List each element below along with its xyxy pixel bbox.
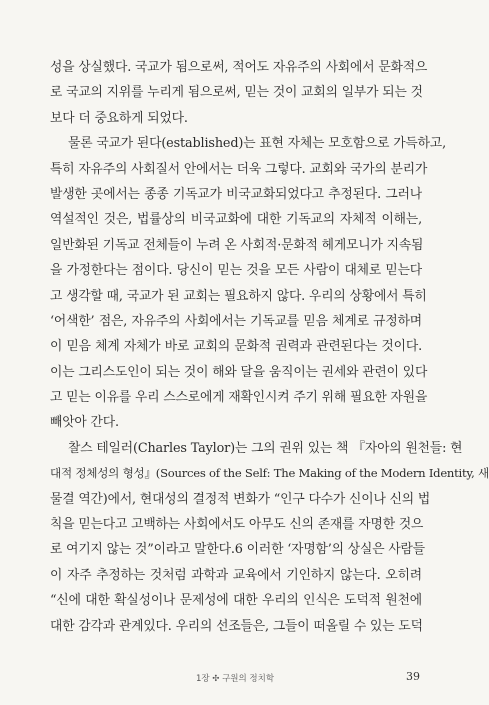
- text-line: 고 생각할 때, 국교가 된 교회는 필요하지 않다. 우리의 상황에서 특히: [50, 288, 427, 304]
- body-text: [50, 55, 489, 639]
- page-number: 39: [406, 670, 420, 683]
- text-line: 대한 감각과 관계있다. 우리의 선조들은, 그들이 떠올릴 수 있는 도덕: [50, 618, 423, 634]
- text-line: 물론 국교가 된다(established)는 표현 자체는 모호함으로 가득하고,: [68, 136, 446, 152]
- text-line: ‘어색한’ 점은, 자유주의 사회에서는 기독교를 믿음 체계로 규정하며: [50, 313, 422, 329]
- text-line: “신에 대한 확실성이나 문제성에 대한 우리의 인식은 도덕적 원천에: [50, 593, 422, 609]
- text-line: 을 가정한다는 점이다. 당신이 믿는 것을 모든 사람이 대체로 믿는다: [50, 263, 422, 279]
- text-line: 고 믿는 이유를 우리 스스로에게 재확인시켜 주기 위해 필요한 자원을: [50, 390, 428, 406]
- page-footer: [0, 670, 470, 686]
- text-line: 이 자주 추정하는 것처럼 과학과 교육에서 기인하지 않는다. 오히려: [50, 567, 422, 583]
- text-line: 보다 더 중요하게 되었다.: [50, 110, 188, 126]
- text-line: 특히 자유주의 사회질서 안에서는 더욱 그렇다. 교회와 국가의 분리가: [50, 161, 428, 177]
- text-line: 이 믿음 체계 자체가 바로 교회의 문화적 권력과 관련된다는 것이다.: [50, 339, 422, 355]
- running-title: 1장 ✣ 구원의 정치학: [195, 674, 275, 684]
- text-line: 발생한 곳에서는 종종 기독교가 비국교화되었다고 추정된다. 그러나: [50, 186, 422, 202]
- text-line: 로 여기지 않는 것”이라고 말한다.6 이러한 ‘자명함’의 상실은 사람들: [50, 542, 425, 558]
- text-line: 물결 역간)에서, 현대성의 결정적 변화가 “인구 다수가 신이나 신의 법: [50, 491, 431, 507]
- text-line: 찰스 테일러(Charles Taylor)는 그의 권위 있는 책 『자아의 원천들: 현: [68, 440, 463, 456]
- text-line: 일반화된 기독교 전체들이 누려 온 사회적·문화적 헤게모니가 지속됨: [50, 237, 424, 253]
- text-line: 빼앗아 간다.: [50, 415, 119, 431]
- text-line: 이는 그리스도인이 되는 것이 해와 달을 움직이는 권세와 관련이 있다: [50, 364, 428, 380]
- text-line: 로 국교의 지위를 누리게 됨으로써, 믿는 것이 교회의 일부가 되는 것: [50, 85, 423, 101]
- text-line: 성을 상실했다. 국교가 됨으로써, 적어도 자유주의 사회에서 문화적으: [50, 60, 428, 75]
- text-line: 칙을 믿는다고 고백하는 사회에서도 아무도 신의 존재를 자명한 것으: [50, 517, 424, 533]
- text-line: 역설적인 것은, 법률상의 비국교화에 대한 기독교의 자체적 이해는,: [50, 212, 422, 228]
- text-line: 대적 정체성의 형성』(Sources of the Self: The Making of the Modern Identity, 새: [50, 466, 489, 481]
